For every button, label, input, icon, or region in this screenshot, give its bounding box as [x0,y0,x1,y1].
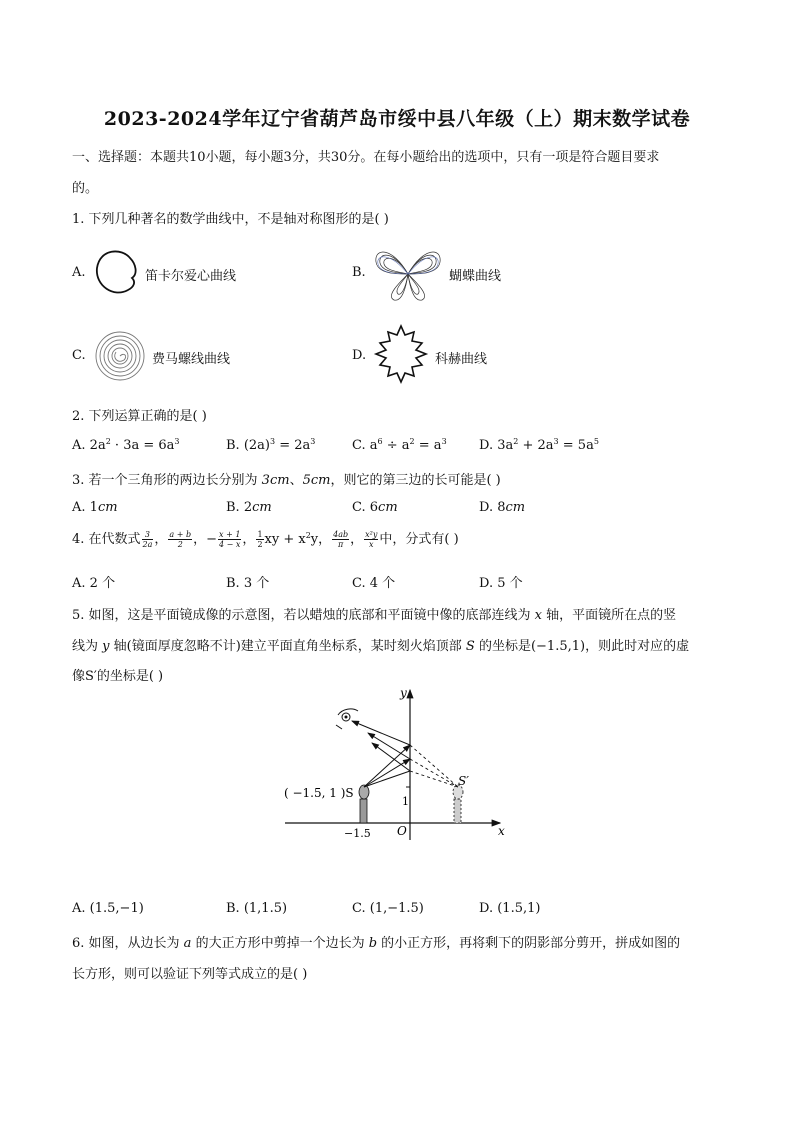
x-axis-label: x [498,824,505,838]
q1-stem: 1. 下列几种著名的数学曲线中，不是轴对称图形的是( ) [72,212,389,227]
point-s-prime-label: S′ [458,774,469,788]
butterfly-curve-figure [372,244,444,304]
koch-curve-figure [370,323,432,385]
section-header-line1: 一、选择题：本题共10小题，每小题3分，共30分。在每小题给出的选项中，只有一项是符合题目要求 [72,150,660,165]
virtual-candle-icon [453,785,463,823]
y-axis-label: y [400,686,407,700]
q1-option-c-caption: 费马螺线曲线 [152,352,231,367]
q4-option-a: A. 2 个 [72,576,116,591]
section-header-line2: 的。 [72,181,99,196]
q3-stem: 3. 若一个三角形的两边长分别为 3cm、5cm，则它的第三边的长可能是( ) [72,473,501,488]
q2-option-a: A. $2a^2 \cdot 3a = 6a^3$ [72,437,180,453]
fraction-4ab-over-pi: $\frac{4ab}{\pi}$ [333,530,349,549]
q5-option-b: B. (1,1.5) [226,901,288,916]
q5-option-a: A. (1.5,−1) [72,901,144,916]
q1-option-b-caption: 蝴蝶曲线 [449,269,502,284]
q3-option-d: D. 8cm [479,500,526,515]
candle-icon [359,785,369,823]
cardioid-curve-figure [92,246,142,298]
eye-icon [336,709,358,729]
q6-stem-line1: 6. 如图，从边长为 a 的大正方形中剪掉一个边长为 b 的小正方形，再将剩下的阴影部分剪开，拼成如图的 [72,936,681,951]
q1-option-d-letter: D. [352,348,367,363]
q3-option-a: A. 1cm [72,500,118,515]
q1-option-a-caption: 笛卡尔爱心曲线 [145,269,237,284]
q5-stem-line1: 5. 如图，这是平面镜成像的示意图，若以蜡烛的底部和平面镜中像的底部连线为 x 轴，平面镜所在点的竖 [72,608,677,623]
q5-option-d: D. (1.5,1) [479,901,541,916]
q4-option-b: B. 3 个 [226,576,270,591]
page-title: 2023-2024学年辽宁省葫芦岛市绥中县八年级（上）期末数学试卷 [103,108,691,130]
point-s-label: ( −1.5, 1 )S [284,786,354,800]
q5-option-c: C. (1,−1.5) [352,901,424,916]
q5-stem-line3: 像S′的坐标是( ) [72,669,164,684]
q1-option-b-letter: B. [352,265,366,280]
q4-option-d: D. 5 个 [479,576,523,591]
q4-stem: 4. 在代数式 $\frac{3}{2a}$ ， $\frac{a + b}{2}$ ，− $\frac{x + 1}{4 - x}$ ， $\frac{1}{2}$ xy + $x^2y$， $\frac{4ab}{\pi}$ ， $\frac{\text{x²y}}{x}$ 中，分式有( ) [72,530,459,549]
y-tick-label-1: 1 [402,795,409,808]
fraction-1-over-2: $\frac{1}{2}$ [257,530,263,549]
q2-option-c: C. $a^6 \div a^2 = a^3$ [352,437,447,453]
q3-option-c: C. 6cm [352,500,398,515]
q2-option-d: D. $3a^2 + 2a^3 = 5a^5$ [479,437,599,453]
fraction-x2y-over-x: $\frac{\text{x²y}}{x}$ [365,530,378,549]
q3-option-b: B. 2cm [226,500,272,515]
q2-option-b: B. $(2a)^3 = 2a^3$ [226,437,316,453]
q4-option-c: C. 4 个 [352,576,396,591]
q2-stem: 2. 下列运算正确的是( ) [72,409,207,424]
q1-option-a-letter: A. [72,265,86,280]
mirror-reflection-diagram [280,685,520,845]
q1-option-c-letter: C. [72,348,86,363]
fermat-spiral-figure [92,330,148,382]
fraction-a-plus-b-over-2: $\frac{a + b}{2}$ [169,530,192,549]
q5-stem-line2: 线为 y 轴(镜面厚度忽略不计)建立平面直角坐标系，某时刻火焰顶部 S 的坐标是(−1.5,1)，则此时对应的虚 [72,639,690,654]
fraction-3-over-2a: $\frac{3}{2a}$ [142,530,153,549]
x-tick-label-neg15: −1.5 [344,827,371,840]
origin-label: O [397,824,407,838]
fraction-x-plus-1-over-4-minus-x: $\frac{x + 1}{4 - x}$ [219,530,241,549]
q1-option-d-caption: 科赫曲线 [435,352,488,367]
q6-stem-line2: 长方形，则可以验证下列等式成立的是( ) [72,967,308,982]
